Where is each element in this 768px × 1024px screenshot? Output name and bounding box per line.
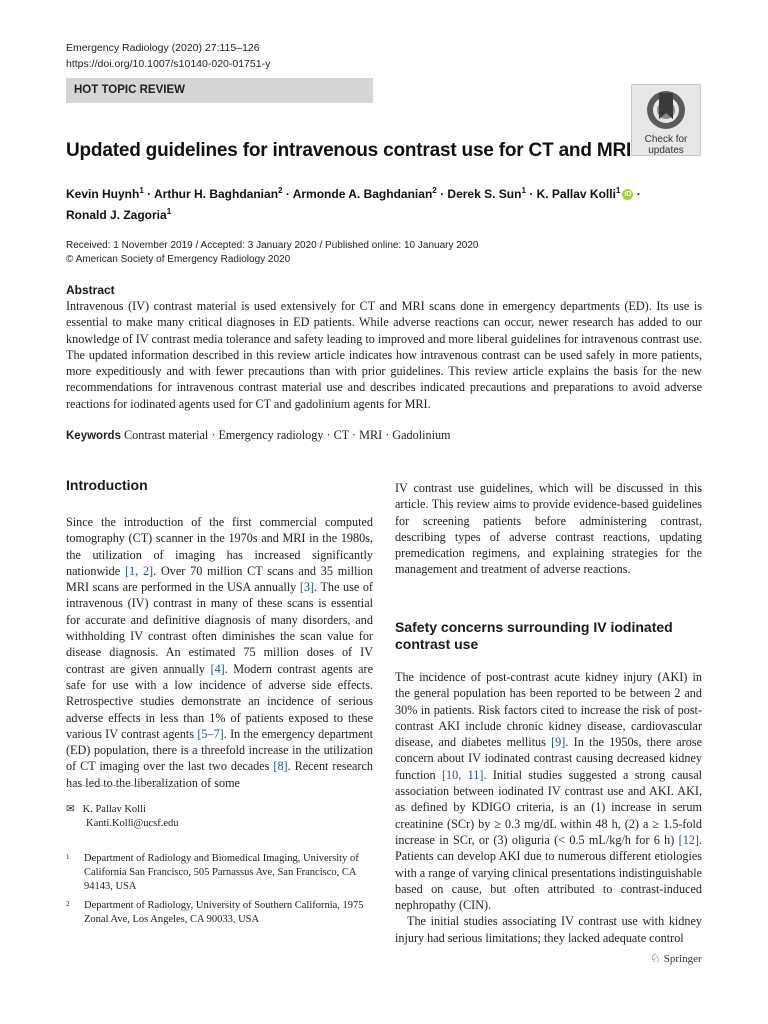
check-updates-line2: updates — [648, 145, 684, 156]
introduction-paragraph: IV contrast use guidelines, which will be discussed in this article. This review aims to provide evidence-based guidelines for screening patients before administering contrast, describing types of adverse contrast reactions, updating premedication regimens, and explaining strategies for the management and treatment of adverse reactions. — [395, 481, 702, 577]
check-updates-line1: Check for — [644, 134, 688, 145]
correspondence-email[interactable]: Kanti.Kolli@ucsf.edu — [86, 818, 179, 829]
citation-link[interactable]: [9] — [551, 735, 566, 750]
citation-link[interactable]: [4] — [210, 661, 225, 676]
author-affiliation-mark: 1 — [166, 207, 172, 216]
footnote-divider — [66, 785, 176, 786]
journal-reference — [66, 40, 270, 72]
affiliation-item — [66, 899, 376, 927]
safety-column — [395, 669, 702, 946]
springer-horse-icon: ♘ — [650, 951, 661, 965]
abstract-text: Intravenous (IV) contrast material is used extensively for CT and MRI scans done in emergency departments (ED). Its use is essential to make many critical diagnoses in ED patients. While adverse reactions can occur, newer research has added to our knowledge of IV contrast media tolerance and safety leading to improved and more liberal guidelines for intravenous contrast use. The updated information described in this review article indicates how intravenous contrast can be used safely in more patients, more expeditiously and with fewer precautions than with prior guidelines. This review article explains the basis for the new recommendations for intravenous contrast material use and describes indicated precautions and preparations to avoid adverse reactions for iodinated agents used for CT and gadolinium agents for MRI. — [66, 299, 702, 411]
correspondence-name: K. Pallav Kolli — [82, 804, 146, 815]
affiliation-number: 2 — [66, 900, 70, 908]
envelope-icon: ✉ — [66, 804, 75, 815]
author-name[interactable]: Kevin Huynh — [66, 187, 140, 201]
bookmark-ring-icon — [645, 89, 687, 131]
safety-paragraph: The initial studies associating IV contrast use with kidney injury had serious limitations; they lacked adequate control — [395, 914, 702, 945]
check-for-updates-badge[interactable] — [631, 84, 701, 156]
publication-history — [66, 239, 479, 267]
text-run: Since the introduction of the first commercial computed tomography (CT) scanner in the 1970s and MRI in the 1980s, the utilization of imaging has increased significantly nationwide — [66, 515, 373, 578]
keywords-text: Contrast material · Emergency radiology · CT · MRI · Gadolinium — [124, 428, 451, 442]
introduction-heading: Introduction — [66, 477, 148, 493]
text-run: . Initial studies suggested a strong causal association between iodinated IV contrast use and AKI. AKI, as defined by KDIGO criteria, is an (1) increase in serum creatinine (SCr) by ≥ 0.3 mg/dL within 48 h, (2) a ≥ 1.5-fold increase in SCr, or (3) oliguria (< 0.5 mL/kg/h for 6 h) — [395, 767, 702, 847]
affiliation-text: Department of Radiology and Biomedical Imaging, University of California San Francisco, 505 Parnassus Ave, San Francisco, CA 94143, USA — [84, 853, 359, 892]
orcid-icon[interactable]: iD — [624, 191, 632, 199]
author-affiliation-mark: 1 — [139, 186, 144, 195]
author-name[interactable]: Ronald J. Zagoria — [66, 208, 167, 222]
author-affiliation-mark: 2 — [278, 186, 283, 195]
abstract-heading: Abstract — [66, 283, 115, 297]
publisher-name: Springer — [663, 953, 702, 965]
affiliation-number: 1 — [66, 853, 70, 861]
text-run: . In the emergency department (ED) population, there is a threefold increase in the utilization of CT imaging over the last two decades — [66, 726, 373, 774]
author-affiliation-mark: 1 — [521, 186, 526, 195]
copyright-line: © American Society of Emergency Radiology 2020 — [66, 254, 291, 265]
citation-link[interactable]: [10, 11] — [441, 767, 484, 782]
author-name[interactable]: K. Pallav Kolli — [536, 187, 616, 201]
check-updates-label — [632, 134, 700, 156]
doi-link[interactable]: https://doi.org/10.1007/s10140-020-01751-y — [66, 58, 271, 70]
article-title: Updated guidelines for intravenous contrast use for CT and MRI — [66, 140, 632, 161]
introduction-column — [66, 514, 373, 791]
citation-link[interactable]: [5–7] — [197, 726, 224, 741]
citation-link[interactable]: [12] — [678, 832, 699, 847]
citation-link[interactable]: [1, 2] — [124, 563, 154, 578]
author-affiliation-mark: 2 — [432, 186, 437, 195]
author-list: Kevin Huynh$^1$ · Arthur H. Baghdanian$^2$ · Armonde A. Baghdanian$^2$ · Derek S. Sun$^1$ · K. Pallav Kolli$^1$ iD · Ronald J. Zagoria$^1$ — [66, 186, 641, 222]
publisher-logo — [650, 951, 702, 966]
safety-paragraph — [395, 669, 702, 913]
citation-link[interactable]: [8] — [273, 759, 288, 774]
author-name[interactable]: Arthur H. Baghdanian — [154, 187, 279, 201]
section-label: HOT TOPIC REVIEW — [66, 78, 373, 103]
dates-line: Received: 1 November 2019 / Accepted: 3 January 2020 / Published online: 10 January 2020 — [66, 240, 479, 251]
keywords-line — [66, 428, 451, 443]
author-name[interactable]: Armonde A. Baghdanian — [292, 187, 433, 201]
text-run: . Over 70 million CT scans and 35 million MRI scans are performed in the USA annually — [66, 563, 374, 595]
keywords-label: Keywords — [66, 430, 121, 442]
correspondence-block — [66, 803, 179, 831]
affiliation-item — [66, 852, 376, 894]
text-run: The incidence of post-contrast acute kidney injury (AKI) in the general population has been reported to be between 2 and 30% in patients. Risk factors cited to increase the risk of post-contrast AKI include chronic kidney disease, cardiovascular disease, and diabetes mellitus — [395, 670, 702, 750]
safety-heading: Safety concerns surrounding IV iodinated contrast use — [395, 619, 673, 652]
text-run: . Modern contrast agents are safe for use with a low incidence of adverse side effects. Retrospective studies demonstrate an incidence of serious adverse effects in less than 1% of patients exposed to these various IV contrast agents — [66, 661, 373, 741]
affiliation-text: Department of Radiology, University of Southern California, 1975 Zonal Ave, Los Angeles, CA 90033, USA — [84, 900, 364, 925]
citation-link[interactable]: [3] — [299, 580, 315, 595]
author-affiliation-mark: 1 — [615, 186, 621, 195]
author-name[interactable]: Derek S. Sun — [447, 187, 522, 201]
introduction-continuation — [395, 480, 702, 578]
text-run: . In the 1950s, there arose concern about IV iodinated contrast causing decreased kidney function — [395, 735, 702, 782]
introduction-paragraph — [66, 514, 373, 791]
text-run: . Patients can develop AKI due to numerous different etiologies with a range of varying clinical presentations indistinguishable based on cause, but often attributed to contrast-induced nephropathy (CIN). — [395, 832, 702, 913]
journal-line: Emergency Radiology (2020) 27:115–126 — [66, 42, 260, 54]
text-run: . The use of intravenous (IV) contrast in many of these scans is essential for accurate and definitive diagnosis of many disorders, and withholding IV contrast often diminishes the scan value for disease diagnosis. An estimated 75 million doses of IV contrast are given annually — [66, 580, 373, 676]
text-run: . Recent research has led to the liberalization of some — [66, 759, 373, 790]
